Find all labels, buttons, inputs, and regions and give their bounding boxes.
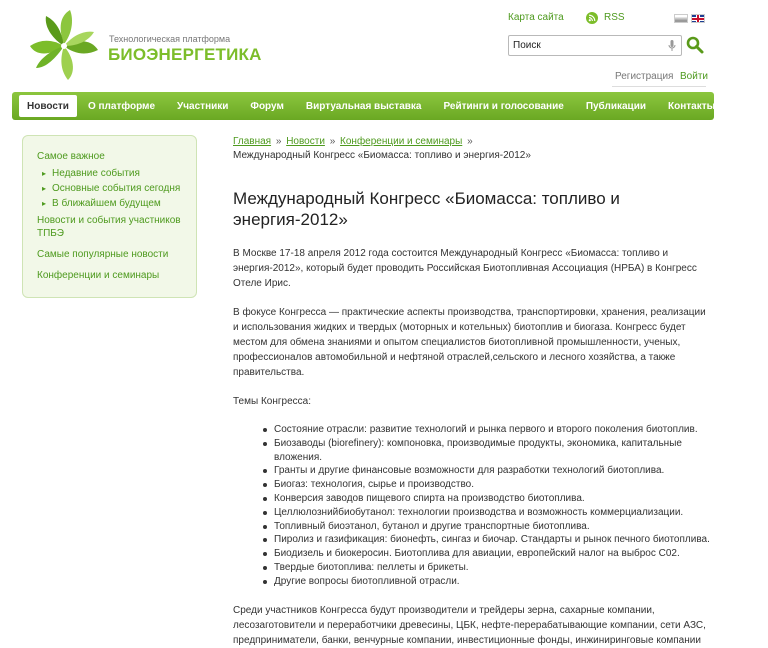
main-content <box>233 135 713 648</box>
logo-tagline: Технологическая платформа <box>109 34 231 44</box>
sidebar-item-member-news[interactable]: Новости и события участников ТПБЭ <box>37 215 181 239</box>
breadcrumb-current: Международный Конгресс «Биомасса: топливо и энергия-2012» <box>233 150 531 161</box>
nav-item-news[interactable]: Новости <box>19 95 77 117</box>
breadcrumb-separator: » <box>275 136 282 147</box>
flag-ru-icon[interactable] <box>674 14 688 23</box>
nav-item-ratings[interactable]: Рейтинги и голосование <box>443 100 564 112</box>
article-paragraph-focus: В фокусе Конгресса — практические аспекты производства, транспортировки, хранения, реализации и использования жидких и твердых (моторных и котельных) биотоплив и биогаза. Конгресс будет местом для обмена знаниями и опытом специалистов биотопливной промышленности, ученых, профессионалов автомобильной и нефтяной отраслей,сельского и лесного хозяйства, а также правительства. <box>233 307 706 378</box>
page-title: Международный Конгресс «Биомасса: топливо и энергия-2012» <box>233 189 620 229</box>
list-item: Состояние отрасли: развитие технологий и рынка первого и второго поколения биотоплив. <box>263 423 713 437</box>
list-item: Конверсия заводов пищевого спирта на производство биотоплива. <box>263 492 713 506</box>
list-item: Целлюлознийбиобутанол: технологии производства и возможность коммерциализации. <box>263 506 713 520</box>
list-item: Другие вопросы биотопливной отрасли. <box>263 575 713 589</box>
login-link[interactable]: Войти <box>680 71 708 82</box>
rss-link[interactable]: RSS <box>604 12 625 23</box>
header <box>0 0 768 92</box>
topics-list <box>233 423 713 589</box>
search-input[interactable] <box>513 37 661 54</box>
main-nav <box>12 92 714 120</box>
nav-item-virtual-exhibition[interactable]: Виртуальная выставка <box>305 100 422 112</box>
article-paragraph-intro: В Москве 17-18 апреля 2012 года состоится Международный Конгресс «Биомасса: топливо и энергия-2012», который будет проводить Российская Биотопливная Ассоциация (НРБА) в Конгресс Отеле Ирис. <box>233 248 697 289</box>
search-box <box>508 35 682 56</box>
list-item: Гранты и другие финансовые возможности для разработки технологий биотоплива. <box>263 464 713 478</box>
nav-item-forum[interactable]: Форум <box>250 100 284 112</box>
list-item: Топливный биоэтанол, бутанол и другие транспортные биотоплива. <box>263 520 713 534</box>
nav-item-publications[interactable]: Публикации <box>585 100 646 112</box>
list-item: Биозаводы (biorefinery): компоновка, производимые продукты, экономика, капитальные вложения. <box>263 437 713 465</box>
sidebar <box>22 135 197 298</box>
breadcrumb-home[interactable]: Главная <box>233 136 272 147</box>
flag-en-icon[interactable] <box>691 14 705 23</box>
breadcrumb-section[interactable]: Конференции и семинары <box>340 136 463 147</box>
register-link[interactable]: Регистрация <box>615 71 674 82</box>
nav-item-contacts[interactable]: Контакты <box>668 100 716 112</box>
sidebar-subitem-recent[interactable]: ▸ Недавние события <box>42 166 196 181</box>
breadcrumb-separator: » <box>329 136 336 147</box>
logo-name[interactable]: БИОЭНЕРГЕТИКА <box>108 45 262 64</box>
auth-divider <box>612 86 706 87</box>
breadcrumb-separator: » <box>467 136 473 147</box>
list-item: Пиролиз и газификация: бионефть, сингаз и биочар. Стандарты и рынок печного биотоплива. <box>263 533 713 547</box>
sidebar-item-popular[interactable]: Самые популярные новости <box>37 249 169 260</box>
list-item: Твердые биотоплива: пеллеты и брикеты. <box>263 561 713 575</box>
sidebar-item-important[interactable]: Самое важное <box>37 151 105 162</box>
sidebar-subitem-upcoming[interactable]: ▸ В ближайшем будущем <box>42 196 196 211</box>
list-item: Биогаз: технология, сырье и производство. <box>263 478 713 492</box>
breadcrumb-news[interactable]: Новости <box>286 136 325 147</box>
sidebar-item-conferences[interactable]: Конференции и семинары <box>37 270 160 281</box>
breadcrumb <box>233 135 713 163</box>
list-item: Биодизель и биокеросин. Биотоплива для авиации, европейский налог на выброс С02. <box>263 547 713 561</box>
mic-icon[interactable] <box>668 40 676 52</box>
sidebar-subitem-today[interactable]: ▸ Основные события сегодня <box>42 181 196 196</box>
themes-label: Темы Конгресса: <box>233 396 311 407</box>
logo-leaves-icon[interactable] <box>24 8 104 84</box>
search-icon[interactable] <box>686 36 704 54</box>
nav-item-members[interactable]: Участники <box>177 100 229 112</box>
article-paragraph-participants: Среди участников Конгресса будут производители и трейдеры зерна, сахарные компании, лесозаготовители и переработчики древесины, ЦБК, нефте-перерабатывающие компании, сети АЗС, предприниматели, банки, венчурные компании, инвестиционные фонды, инжиниринговые компании <box>233 604 706 646</box>
sitemap-link[interactable]: Карта сайта <box>508 12 564 23</box>
rss-icon[interactable] <box>586 12 598 24</box>
sidebar-sublist <box>37 166 196 211</box>
nav-item-about[interactable]: О платформе <box>87 100 156 112</box>
